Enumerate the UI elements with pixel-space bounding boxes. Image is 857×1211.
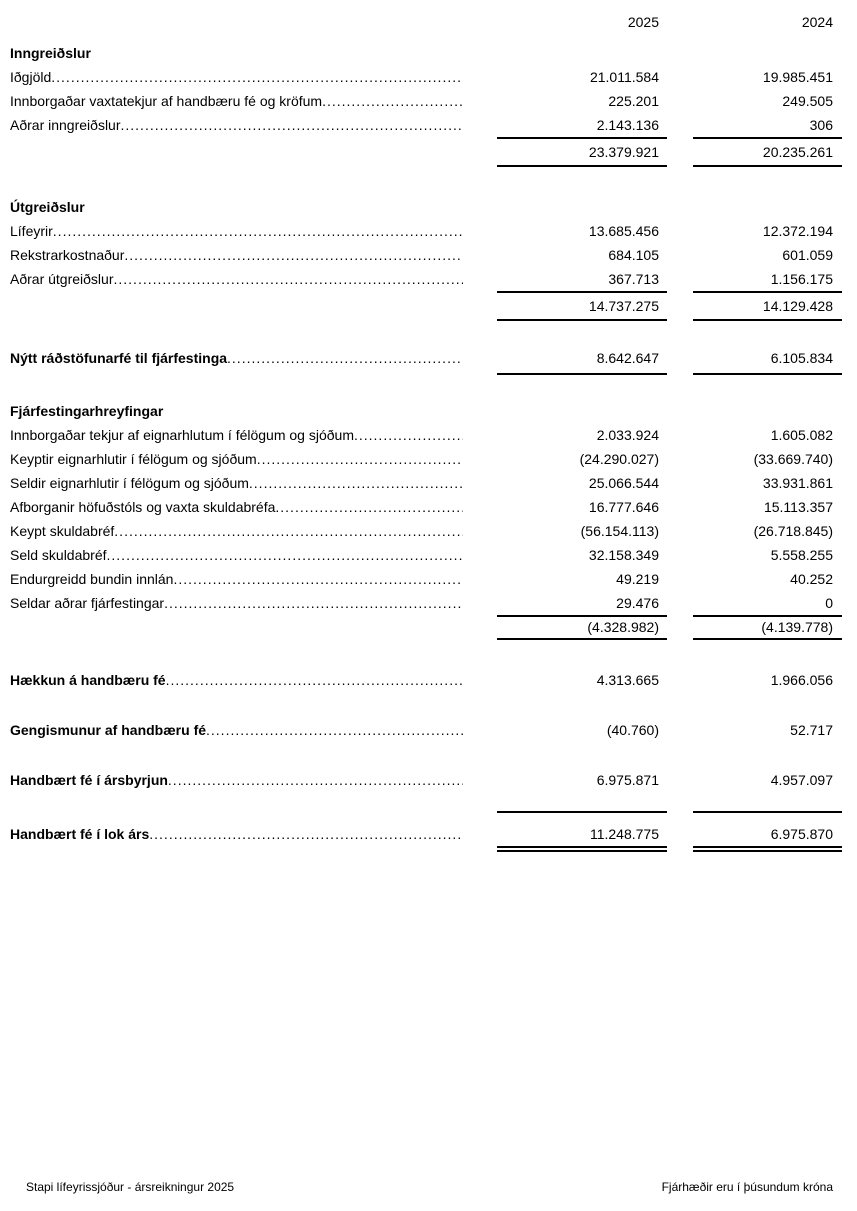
- value-2025: (24.290.027): [579, 451, 659, 467]
- row-label: Aðrar útgreiðslur: [10, 271, 114, 287]
- value-2024: 12.372.194: [762, 223, 833, 239]
- row-label: Nýtt ráðstöfunarfé til fjárfestinga: [10, 350, 228, 366]
- value-2024: 4.957.097: [770, 772, 833, 788]
- row-label: Lífeyrir: [10, 223, 53, 239]
- row-label: Iðgjöld: [10, 69, 52, 85]
- year-column-2024: 2024: [801, 14, 833, 30]
- value-2025: (40.760): [606, 722, 659, 738]
- value-2025: 25.066.544: [588, 475, 659, 491]
- years-header-row: [10, 11, 842, 33]
- row-label: Gengismunur af handbæru fé: [10, 722, 207, 738]
- table-row: [10, 447, 842, 471]
- value-2024: 15.113.357: [763, 499, 833, 515]
- dot-leader: [227, 347, 463, 369]
- value-2024: 52.717: [790, 722, 833, 738]
- total-2025: 14.737.275: [497, 291, 667, 321]
- dot-leader: [249, 471, 463, 495]
- table-row: [10, 543, 842, 567]
- table-row: [10, 471, 842, 495]
- value-2024: 40.252: [790, 571, 833, 587]
- table-row: [10, 519, 842, 543]
- table-row: [10, 495, 842, 519]
- dot-leader: [164, 591, 463, 615]
- increase-in-cash-row: [10, 668, 842, 692]
- row-label: Keyptir eignarhlutir í félögum og sjóðum: [10, 451, 257, 467]
- value-2024: 6.105.834: [693, 347, 842, 375]
- row-label: Seld skuldabréf: [10, 547, 107, 563]
- section-title-outflows: Útgreiðslur: [10, 199, 85, 215]
- value-2025: 21.011.584: [589, 69, 659, 85]
- row-label: Seldir eignarhlutir í félögum og sjóðum: [10, 475, 249, 491]
- table-row: [10, 65, 842, 89]
- value-2024: 249.505: [782, 93, 833, 109]
- total-row-investing: [10, 615, 842, 640]
- value-2025: 16.777.646: [588, 499, 659, 515]
- section-title-investing: Fjárfestingarhreyfingar: [10, 403, 164, 419]
- value-2025: 6.975.871: [596, 772, 659, 788]
- dot-leader: [107, 543, 463, 567]
- section-title-inflows: Inngreiðslur: [10, 45, 91, 61]
- table-row: [10, 567, 842, 591]
- value-2024: 601.059: [782, 247, 833, 263]
- dot-leader: [275, 495, 463, 519]
- dot-leader: [124, 243, 463, 267]
- value-2024: 1.156.175: [770, 271, 833, 287]
- years-header-spacer: [10, 11, 463, 33]
- total-row-inflows: [10, 137, 842, 167]
- dot-leader: [114, 267, 464, 291]
- value-2024: 306: [809, 117, 833, 133]
- dot-leader: [149, 825, 463, 843]
- footer-report-title: Stapi lífeyrissjóður - ársreikningur 2025: [26, 1180, 235, 1194]
- dot-leader: [53, 219, 463, 243]
- value-2025: 2.033.924: [596, 427, 659, 443]
- value-2025: 8.642.647: [497, 347, 667, 375]
- value-2025: 2.143.136: [596, 117, 659, 133]
- total-2025: (4.328.982): [497, 615, 667, 640]
- total-2025: 23.379.921: [497, 137, 667, 167]
- dot-leader: [354, 423, 463, 447]
- footer-amounts-note: Fjárhæðir eru í þúsundum króna: [661, 1180, 833, 1194]
- value-2025: 49.219: [616, 571, 659, 587]
- row-label: Endurgreidd bundin innlán: [10, 571, 174, 587]
- year-column-2025: 2025: [627, 14, 659, 30]
- row-label: Handbært fé í ársbyrjun: [10, 772, 168, 788]
- value-2024: (26.718.845): [753, 523, 833, 539]
- value-2025: (56.154.113): [580, 523, 659, 539]
- cash-at-end-row: [10, 811, 842, 852]
- dot-leader: [51, 65, 463, 89]
- value-2025: 11.248.775: [497, 811, 667, 852]
- row-label: Seldar aðrar fjárfestingar: [10, 595, 165, 611]
- table-row: [10, 219, 842, 243]
- dot-leader: [114, 519, 463, 543]
- value-2025: 225.201: [608, 93, 659, 109]
- value-2024: 33.931.861: [762, 475, 833, 491]
- row-label: Handbært fé í lok árs: [10, 826, 150, 842]
- total-2024: 14.129.428: [693, 291, 842, 321]
- dot-leader: [173, 567, 463, 591]
- value-2024: 6.975.870: [693, 811, 842, 852]
- row-label: Innborgaðar vaxtatekjur af handbæru fé og kröfum: [10, 93, 323, 109]
- row-label: Aðrar inngreiðslur: [10, 117, 121, 133]
- cash-at-beginning-row: [10, 768, 842, 792]
- value-2025: 13.685.456: [588, 223, 659, 239]
- total-2024: (4.139.778): [693, 615, 842, 640]
- value-2024: 1.605.082: [770, 427, 833, 443]
- value-2024: (33.669.740): [753, 451, 833, 467]
- value-2024: 1.966.056: [770, 672, 833, 688]
- row-label: Innborgaðar tekjur af eignarhlutum í félögum og sjóðum: [10, 427, 354, 443]
- dot-leader: [166, 668, 463, 692]
- total-row-outflows: [10, 291, 842, 321]
- row-label: Rekstrarkostnaður: [10, 247, 125, 263]
- total-2024: 20.235.261: [693, 137, 842, 167]
- table-row: [10, 89, 842, 113]
- value-2025: 367.713: [608, 271, 659, 287]
- value-2025: 4.313.665: [596, 672, 659, 688]
- value-2025: 29.476: [616, 595, 659, 611]
- dot-leader: [206, 718, 463, 742]
- value-2024: 5.558.255: [770, 547, 833, 563]
- row-label: Hækkun á handbæru fé: [10, 672, 166, 688]
- table-row: [10, 267, 842, 291]
- value-2025: 684.105: [608, 247, 659, 263]
- fx-difference-cash-row: [10, 718, 842, 742]
- value-2024: 19.985.451: [762, 69, 833, 85]
- row-label: Keypt skuldabréf: [10, 523, 115, 539]
- dot-leader: [121, 113, 464, 137]
- value-2025: 32.158.349: [588, 547, 659, 563]
- table-row: [10, 423, 842, 447]
- dot-leader: [168, 768, 463, 792]
- table-row: [10, 113, 842, 137]
- net-available-for-investment-row: [10, 347, 842, 375]
- value-2024: 0: [825, 595, 833, 611]
- row-label: Afborganir höfuðstóls og vaxta skuldabréfa: [10, 499, 276, 515]
- table-row: [10, 243, 842, 267]
- dot-leader: [257, 447, 463, 471]
- table-row: [10, 591, 842, 615]
- dot-leader: [322, 89, 463, 113]
